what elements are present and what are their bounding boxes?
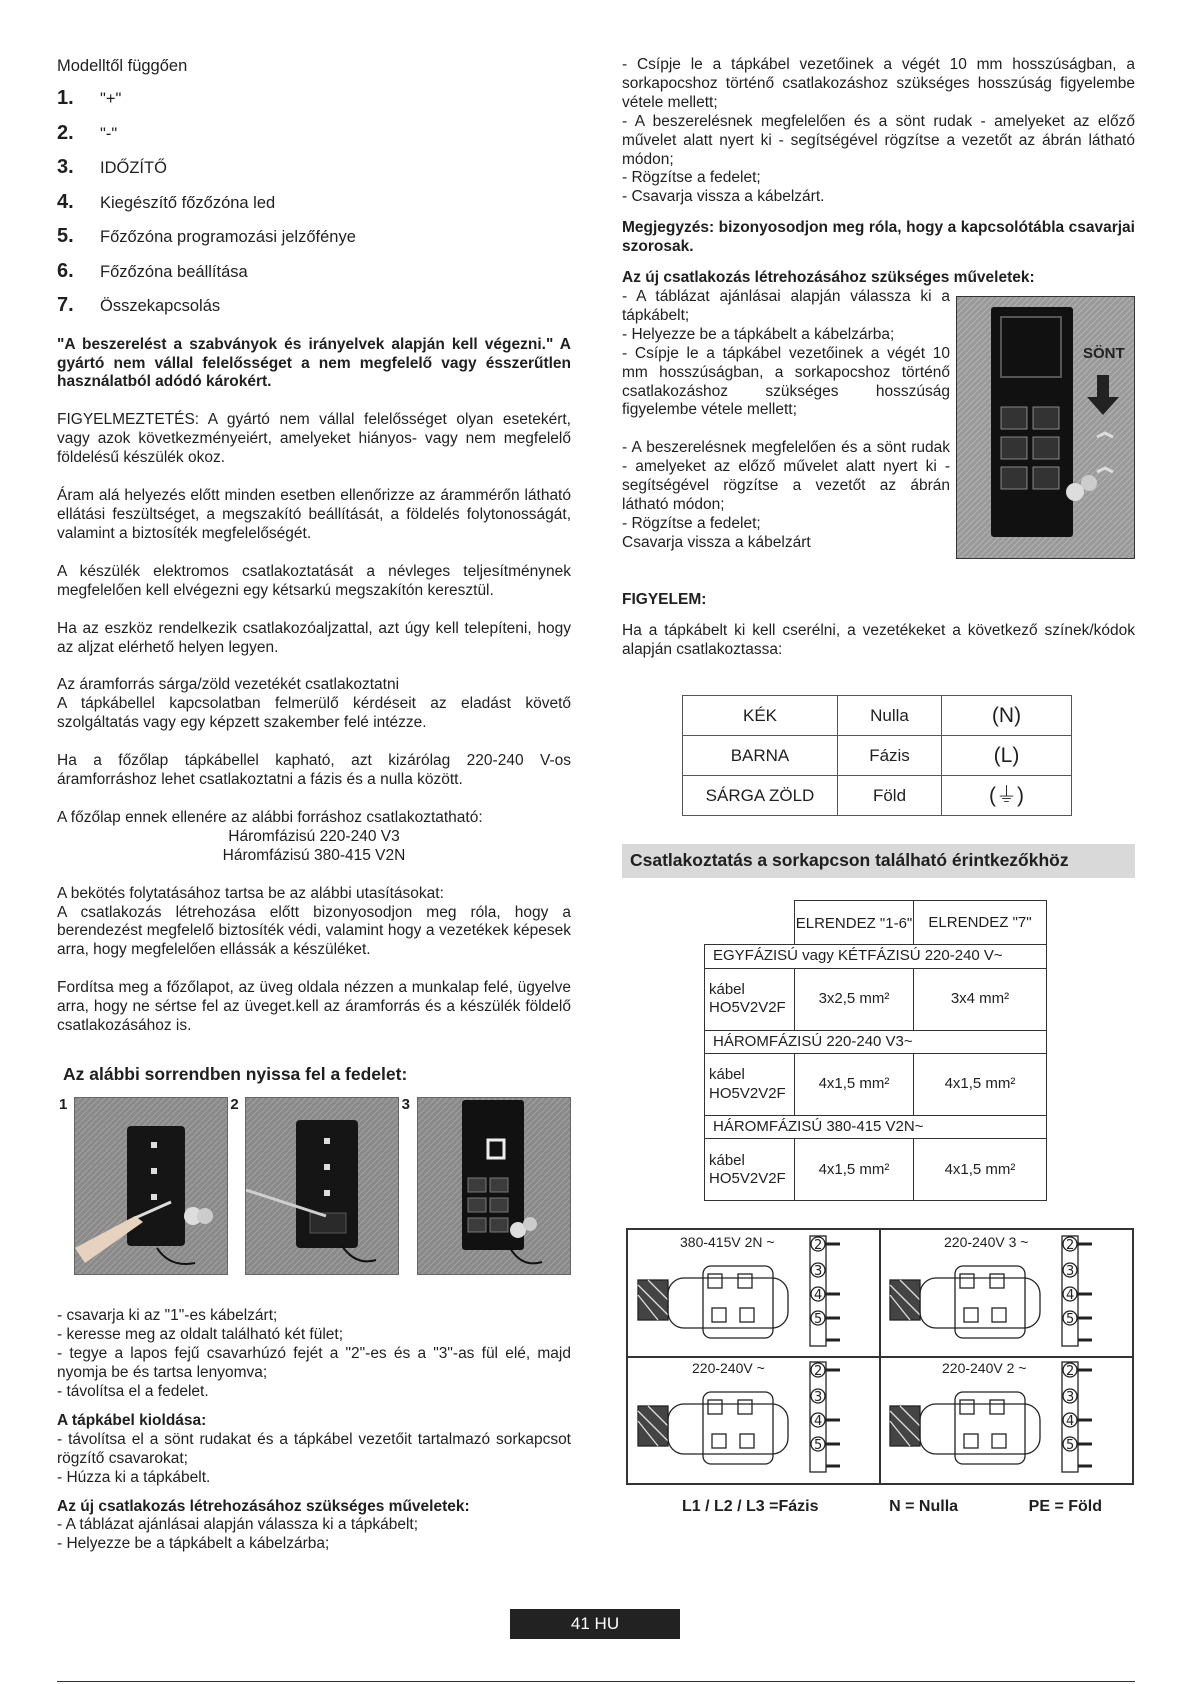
legend-earth: PE = Föld [1028,1498,1102,1515]
paragraph-ground: Az áramforrás sárga/zöld vezetékét csatlakoztatni [57,676,400,694]
list-item: 5. Főzőzóna programozási jelzőfénye [57,225,356,248]
source-line-2: Háromfázisú 380-415 V2N [222,846,406,864]
paragraph-instructions: A bekötés folytatásához tartsa be az alábbi utasításokat: [57,884,444,902]
step-line: - Rögzítse a fedelet; [622,514,761,532]
svg-text:3: 3 [814,1264,823,1279]
step-line: - távolítsa el a fedelet. [57,1382,209,1400]
cable-section-table [704,900,1047,1201]
step-line: - Helyezze be a tápkábelt a kábelzárba; [57,1535,330,1553]
paragraph-service: A tápkábellel kapcsolatban felmerülő kérdéseit az eladást követő szolgáltatás vagy egy képzett szakember felé intézze. [57,695,571,732]
open-cover-title: Az alábbi sorrendben nyissa fel a fedelet: [63,1064,408,1084]
step-line: - Csípje le a tápkábel vezetőinek a végét 10 mm hosszúságban, a sorkapocshoz történő csatlakozáshoz szükséges hosszúság figyelembe vétele mellett; [622,344,950,419]
paragraph-socket: Ha az eszköz rendelkezik csatlakozóaljzattal, azt úgy kell telepíteni, hogy az aljzat elérhető helyen legyen. [57,619,571,656]
bottom-rule [57,1681,1135,1682]
svg-text:2: 2 [814,1238,823,1253]
step-line: - A táblázat ajánlásai alapján válassza ki a tápkábelt; [57,1516,419,1534]
legend-phase: L1 / L2 / L3 =Fázis [682,1498,819,1515]
terminal-photo-3 [418,1098,571,1275]
diagram-legend [682,1497,1102,1517]
list-item: 1. "+" [57,87,122,110]
attention-title: FIGYELEM: [622,590,707,608]
list-item: 6. Főzőzóna beállítása [57,259,248,282]
svg-text:4: 4 [814,1288,823,1303]
step-line: Csavarja vissza a kábelzárt [622,533,811,551]
paragraph-flip: Fordítsa meg a főzőlapot, az üveg oldala nézzen a munkalap felé, ügyelve arra, hogy ne sértse fel az üveget.kell az áramforrás és a készülék földelő csatlakozásához is. [57,979,571,1035]
diagram-label-220-2: 220-240V 2 ~ [942,1360,1027,1376]
table-row: SÁRGA ZÖLD Föld (⏚) [683,776,1072,816]
step-line: - Csavarja vissza a kábelzárt. [622,188,825,206]
table-row: kábel HO5V2V2F 4x1,5 mm² 4x1,5 mm² [705,1054,1047,1116]
new-connection-title: Az új csatlakozás létrehozásához szükséges műveletek: [57,1497,470,1515]
step-line: - Rögzítse a fedelet; [622,169,761,187]
terminal-photo-1 [75,1098,228,1275]
step-line: - Csípje le a tápkábel vezetőinek a végét 10 mm hosszúságban, a sorkapocshoz történő csatlakozáshoz szükséges hosszúság figyelembe vétele mellett; [622,56,1135,111]
shunt-photo [956,296,1135,559]
table-row: kábel HO5V2V2F 4x1,5 mm² 4x1,5 mm² [705,1139,1047,1201]
release-title: A tápkábel kioldása: [57,1411,207,1429]
step-line: - Húzza ki a tápkábelt. [57,1468,211,1486]
wiring-diagram [626,1228,1134,1485]
list-item: 7. Összekapcsolás [57,294,221,317]
installation-warning: "A beszerelést a szabványok és irányelvek alapján kell végezni." A gyártó nem vállal felelősséget a nem megfelelő vagy ésszerűtlen használatból adódó károkért. [57,335,571,391]
step-line: - csavarja ki az "1"-es kábelzárt; [57,1307,278,1325]
photo-step-3: 3 [400,1097,571,1277]
list-item: 2. "-" [57,121,118,144]
legend-list [57,86,571,328]
paragraph-voltage: Ha a főzőlap tápkábellel kapható, azt kizárólag 220-240 V-os áramforráshoz lehet csatlakoztatni a fázis és a nulla között. [57,752,571,789]
photo-step-2: 2 [228,1097,399,1277]
new-steps-right [622,288,950,553]
note-text: Megjegyzés: bizonyosodjon meg róla, hogy a kapcsolótábla csavarjai szorosak. [622,219,1135,256]
paragraph-sources: A főzőlap ennek ellenére az alábbi forráshoz csatlakoztatható: [57,808,483,826]
paragraph-check: Áram alá helyezés előtt minden esetben ellenőrizze az árammérőn látható ellátási feszültséget, a megszakító beállítását, a földelés folytonosságát, valamint a biztosíték megfelelőségét. [57,487,571,542]
step-line: - tegye a lapos fejű csavarhúzó fejét a "2"-es és a "3"-as fül elé, majd nyomja be és tartsa lenyomva; [57,1345,571,1382]
table-row: ELRENDEZ "1-6" ELRENDEZ "7" [705,901,1047,945]
svg-text:5: 5 [814,1312,823,1327]
paragraph-breaker: A készülék elektromos csatlakoztatását a névleges teljesítménynek megfelelően kell elvégezni egy kétsarkú megszakítón keresztül. [57,562,571,599]
legend-neutral: N = Nulla [889,1498,959,1515]
source-line-1: Háromfázisú 220-240 V3 [228,827,400,845]
wire-color-table [682,695,1072,816]
step-line: - A beszerelésnek megfelelően és a sönt rudak - amelyeket az előző művelet alatt nyert ki - segítségével rögzítse a vezetőt az ábrán látható módon; [622,112,1135,168]
step-line: - A beszerelésnek megfelelően és a sönt rudak - amelyeket az előző művelet alatt nyert ki - segítségével rögzítse a vezetőt az ábrán látható módon; [622,439,950,514]
diagram-label-220: 220-240V ~ [692,1360,765,1376]
table-row: HÁROMFÁZISÚ 380-415 V2N~ [705,1116,1047,1139]
intro-text: Modelltől függően [57,57,188,75]
step-line: - keresse meg az oldalt található két fület; [57,1326,344,1344]
diagram-label-220-3: 220-240V 3 ~ [944,1234,1029,1250]
new-connection-title-right: Az új csatlakozás létrehozásához szükséges műveletek: [622,269,1035,287]
photo-step-1: 1 [57,1097,228,1277]
table-row: BARNA Fázis (L) [683,736,1072,776]
list-item: 3. IDŐZÍTŐ [57,156,167,179]
paragraph-warning: FIGYELMEZTETÉS: A gyártó nem vállal felelősséget olyan esetekért, vagy azok következményeiért, amelyeket hiányos- vagy nem megfelelő földelésű készülék okoz. [57,411,571,467]
terminal-section-title: Csatlakoztatás a sorkapcson található érintkezőkhöz [622,844,1135,878]
paragraph-fuse: A csatlakozás létrehozása előtt bizonyosodjon meg róla, hogy a berendezést megfelelő biztosíték védi, valamint hogy a vezetékek képesek arra, hogy megfelelően ellássák a készüléket. [57,903,571,959]
right-column [622,56,1135,1201]
list-item: 4. Kiegészítő főzőzóna led [57,190,276,213]
left-column [57,56,571,1554]
shunt-label: SÖNT [1083,345,1125,362]
open-steps [57,1307,571,1554]
table-row: EGYFÁZISÚ vagy KÉTFÁZISÚ 220-240 V~ [705,945,1047,968]
cover-photos [57,1097,571,1277]
table-row: KÉK Nulla (N) [683,696,1072,736]
step-line: - Helyezze be a tápkábelt a kábelzárba; [622,325,895,343]
terminal-photo-2 [246,1098,399,1275]
step-line: - távolítsa el a sönt rudakat és a tápkábel vezetőit tartalmazó sorkapcsot rögzítő csavarokat; [57,1430,571,1467]
step-line: - A táblázat ajánlásai alapján válassza ki a tápkábelt; [622,287,950,324]
table-row: HÁROMFÁZISÚ 220-240 V3~ [705,1030,1047,1053]
attention-text: Ha a tápkábelt ki kell cserélni, a vezetékeket a következő színek/kódok alapján csatlakoztassa: [622,621,1135,658]
diagram-label-380-2n: 380-415V 2N ~ [680,1234,775,1250]
page-number: 41 HU [510,1609,680,1639]
table-row: kábel HO5V2V2F 3x2,5 mm² 3x4 mm² [705,968,1047,1030]
